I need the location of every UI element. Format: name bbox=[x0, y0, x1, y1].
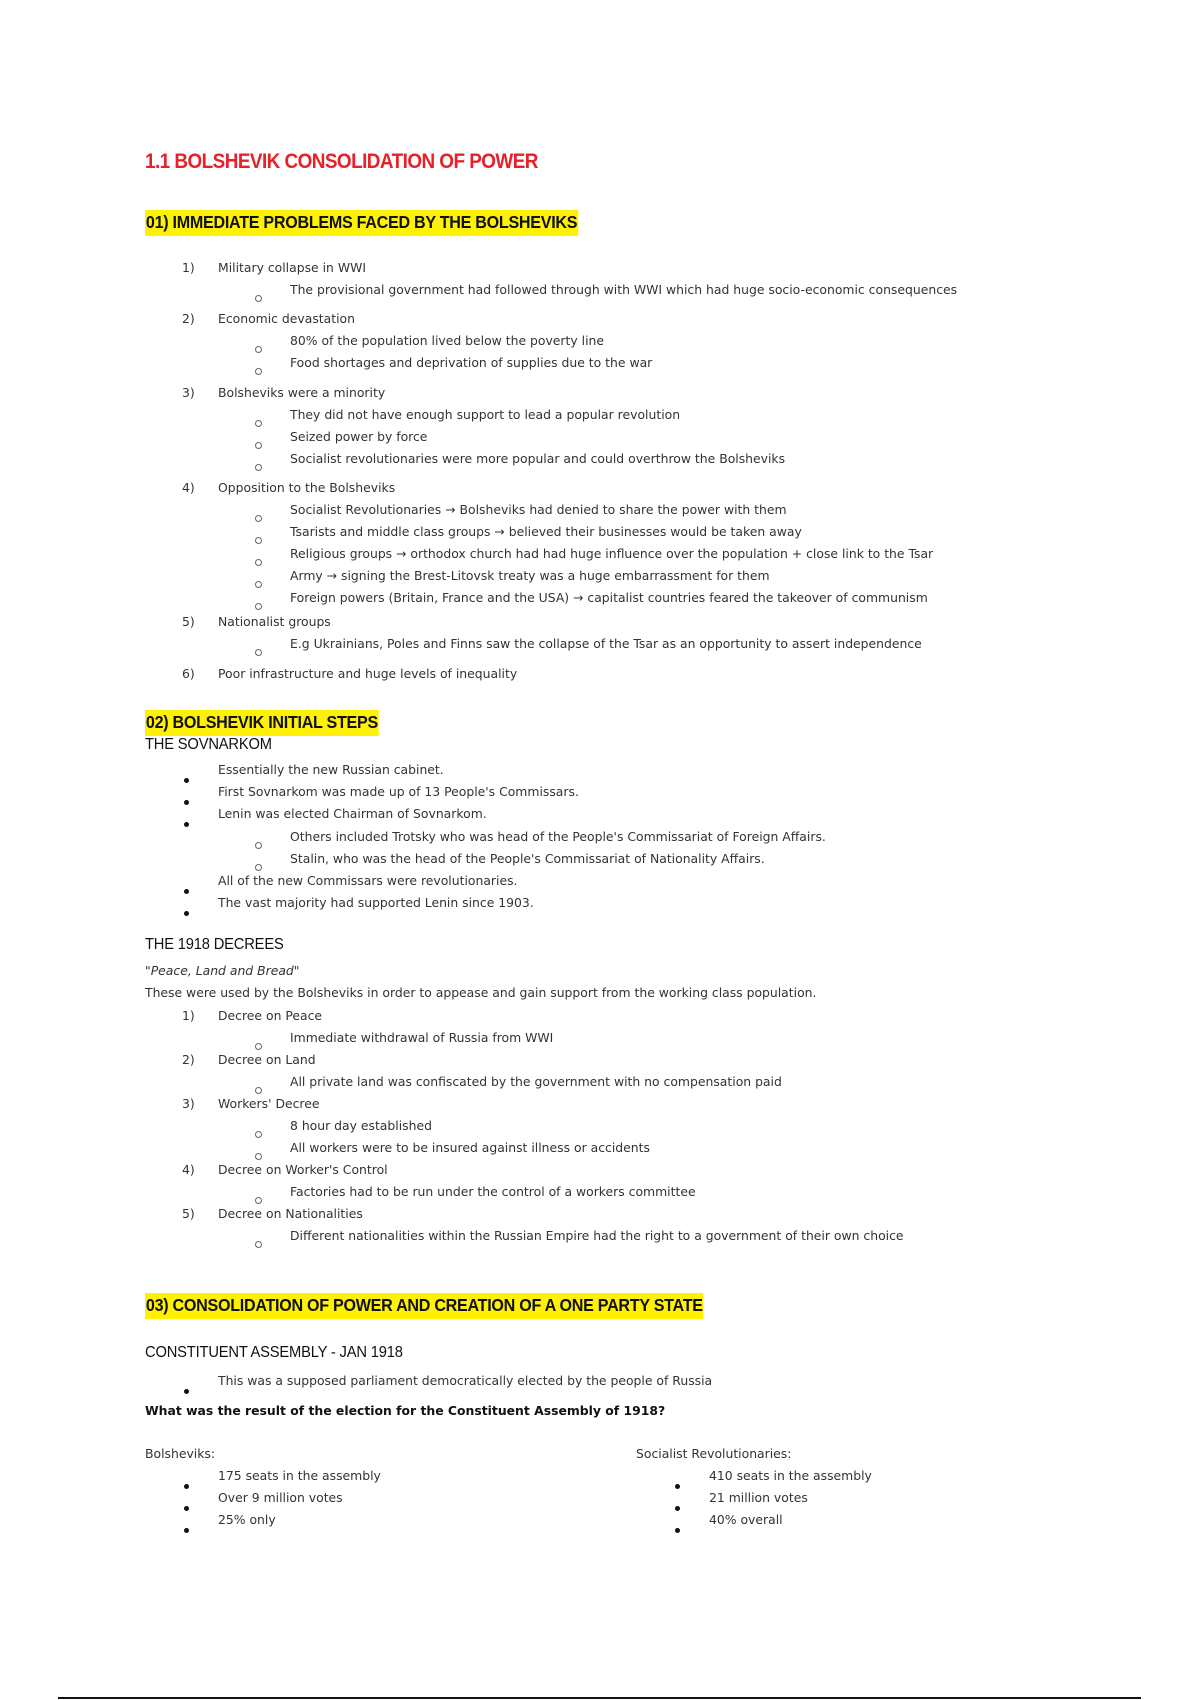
hollow-bullet-icon bbox=[255, 412, 262, 431]
section-heading-problems: 01) IMMEDIATE PROBLEMS FACED BY THE BOLSHEVIKS bbox=[145, 210, 578, 236]
hollow-bullet-icon bbox=[255, 551, 262, 570]
list-item: Decree on Worker's Control bbox=[218, 1162, 388, 1177]
bullet-icon bbox=[184, 901, 189, 920]
list-number: 1) bbox=[182, 260, 195, 275]
list-item: Decree on Land bbox=[218, 1052, 316, 1067]
sub-list-item: Army → signing the Brest-Litovsk treaty was a huge embarrassment for them bbox=[290, 568, 770, 583]
page-title: 1.1 BOLSHEVIK CONSOLIDATION OF POWER bbox=[145, 150, 538, 173]
list-item: Decree on Peace bbox=[218, 1008, 323, 1023]
list-item: Opposition to the Bolsheviks bbox=[218, 480, 396, 495]
list-number: 3) bbox=[182, 385, 195, 400]
bullet-icon bbox=[184, 790, 189, 809]
srs-label: Socialist Revolutionaries: bbox=[636, 1446, 792, 1461]
bullet-icon bbox=[675, 1518, 680, 1537]
bullet-icon bbox=[184, 1379, 189, 1398]
bullet-icon bbox=[184, 1518, 189, 1537]
subheading-decrees: THE 1918 DECREES bbox=[145, 936, 284, 953]
sub-list-item: They did not have enough support to lead a popular revolution bbox=[290, 407, 681, 422]
list-number: 2) bbox=[182, 1052, 195, 1067]
bullet-icon bbox=[184, 1496, 189, 1515]
section-heading-initial-steps: 02) BOLSHEVIK INITIAL STEPS bbox=[145, 710, 379, 736]
list-item: Nationalist groups bbox=[218, 614, 331, 629]
election-question: What was the result of the election for the Constituent Assembly of 1918? bbox=[145, 1403, 666, 1418]
hollow-bullet-icon bbox=[255, 507, 262, 526]
section-heading-consolidation: 03) CONSOLIDATION OF POWER AND CREATION OF A ONE PARTY STATE bbox=[145, 1293, 704, 1319]
bullet-icon bbox=[675, 1474, 680, 1493]
sub-list-item: 8 hour day established bbox=[290, 1118, 432, 1133]
sub-list-item: Different nationalities within the Russian Empire had the right to a government of their own choice bbox=[290, 1228, 904, 1243]
hollow-bullet-icon bbox=[255, 834, 262, 853]
bullet-item: 175 seats in the assembly bbox=[218, 1468, 381, 1483]
bullet-item: 25% only bbox=[218, 1512, 276, 1527]
list-number: 4) bbox=[182, 1162, 195, 1177]
bullet-item: First Sovnarkom was made up of 13 People's Commissars. bbox=[218, 784, 579, 799]
list-item: Decree on Nationalities bbox=[218, 1206, 363, 1221]
sub-list-item: The provisional government had followed through with WWI which had huge socio-economic consequences bbox=[290, 282, 958, 297]
list-item: Poor infrastructure and huge levels of inequality bbox=[218, 666, 518, 681]
subheading-constituent-assembly: CONSTITUENT ASSEMBLY - JAN 1918 bbox=[145, 1344, 403, 1361]
bullet-icon bbox=[184, 879, 189, 898]
sub-list-item: Seized power by force bbox=[290, 429, 428, 444]
hollow-bullet-icon bbox=[255, 529, 262, 548]
hollow-bullet-icon bbox=[255, 434, 262, 453]
bullet-item: All of the new Commissars were revolutionaries. bbox=[218, 873, 518, 888]
bullet-item: 40% overall bbox=[709, 1512, 783, 1527]
bullet-item: The vast majority had supported Lenin since 1903. bbox=[218, 895, 534, 910]
bullet-icon bbox=[675, 1496, 680, 1515]
sub-list-item: Immediate withdrawal of Russia from WWI bbox=[290, 1030, 554, 1045]
hollow-bullet-icon bbox=[255, 1233, 262, 1252]
sub-list-item: Others included Trotsky who was head of the People's Commissariat of Foreign Affairs. bbox=[290, 829, 826, 844]
hollow-bullet-icon bbox=[255, 338, 262, 357]
hollow-bullet-icon bbox=[255, 573, 262, 592]
hollow-bullet-icon bbox=[255, 641, 262, 660]
hollow-bullet-icon bbox=[255, 595, 262, 614]
sub-list-item: E.g Ukrainians, Poles and Finns saw the collapse of the Tsar as an opportunity to assert independence bbox=[290, 636, 922, 651]
bullet-item: Lenin was elected Chairman of Sovnarkom. bbox=[218, 806, 487, 821]
hollow-bullet-icon bbox=[255, 360, 262, 379]
sub-list-item: All workers were to be insured against illness or accidents bbox=[290, 1140, 650, 1155]
bolsheviks-label: Bolsheviks: bbox=[145, 1446, 216, 1461]
list-number: 6) bbox=[182, 666, 195, 681]
list-item: Workers' Decree bbox=[218, 1096, 320, 1111]
list-number: 5) bbox=[182, 614, 195, 629]
bullet-icon bbox=[184, 768, 189, 787]
hollow-bullet-icon bbox=[255, 456, 262, 475]
bullet-icon bbox=[184, 812, 189, 831]
hollow-bullet-icon bbox=[255, 287, 262, 306]
hollow-bullet-icon bbox=[255, 1123, 262, 1142]
list-item: Bolsheviks were a minority bbox=[218, 385, 386, 400]
bullet-item: 21 million votes bbox=[709, 1490, 808, 1505]
bullet-icon bbox=[184, 1474, 189, 1493]
sub-list-item: Factories had to be run under the control of a workers committee bbox=[290, 1184, 696, 1199]
list-number: 5) bbox=[182, 1206, 195, 1221]
bullet-item: Essentially the new Russian cabinet. bbox=[218, 762, 444, 777]
list-item: Economic devastation bbox=[218, 311, 355, 326]
bottom-divider bbox=[58, 1697, 1141, 1699]
subheading-sovnarkom: THE SOVNARKOM bbox=[145, 736, 272, 753]
list-number: 3) bbox=[182, 1096, 195, 1111]
sub-list-item: Foreign powers (Britain, France and the USA) → capitalist countries feared the takeover of communism bbox=[290, 590, 928, 605]
bullet-item: This was a supposed parliament democratically elected by the people of Russia bbox=[218, 1373, 713, 1388]
sub-list-item: Stalin, who was the head of the People's Commissariat of Nationality Affairs. bbox=[290, 851, 765, 866]
sub-list-item: Socialist Revolutionaries → Bolsheviks had denied to share the power with them bbox=[290, 502, 787, 517]
sub-list-item: Food shortages and deprivation of supplies due to the war bbox=[290, 355, 653, 370]
bullet-item: 410 seats in the assembly bbox=[709, 1468, 872, 1483]
sub-list-item: All private land was confiscated by the government with no compensation paid bbox=[290, 1074, 782, 1089]
sub-list-item: 80% of the population lived below the poverty line bbox=[290, 333, 604, 348]
list-number: 2) bbox=[182, 311, 195, 326]
sub-list-item: Tsarists and middle class groups → believed their businesses would be taken away bbox=[290, 524, 802, 539]
decrees-intro: These were used by the Bolsheviks in order to appease and gain support from the working class population. bbox=[145, 985, 817, 1000]
list-number: 4) bbox=[182, 480, 195, 495]
list-number: 1) bbox=[182, 1008, 195, 1023]
bullet-item: Over 9 million votes bbox=[218, 1490, 343, 1505]
sub-list-item: Socialist revolutionaries were more popular and could overthrow the Bolsheviks bbox=[290, 451, 786, 466]
sub-list-item: Religious groups → orthodox church had had huge influence over the population + close link to the Tsar bbox=[290, 546, 934, 561]
decrees-quote: "Peace, Land and Bread" bbox=[145, 963, 300, 978]
list-item: Military collapse in WWI bbox=[218, 260, 366, 275]
